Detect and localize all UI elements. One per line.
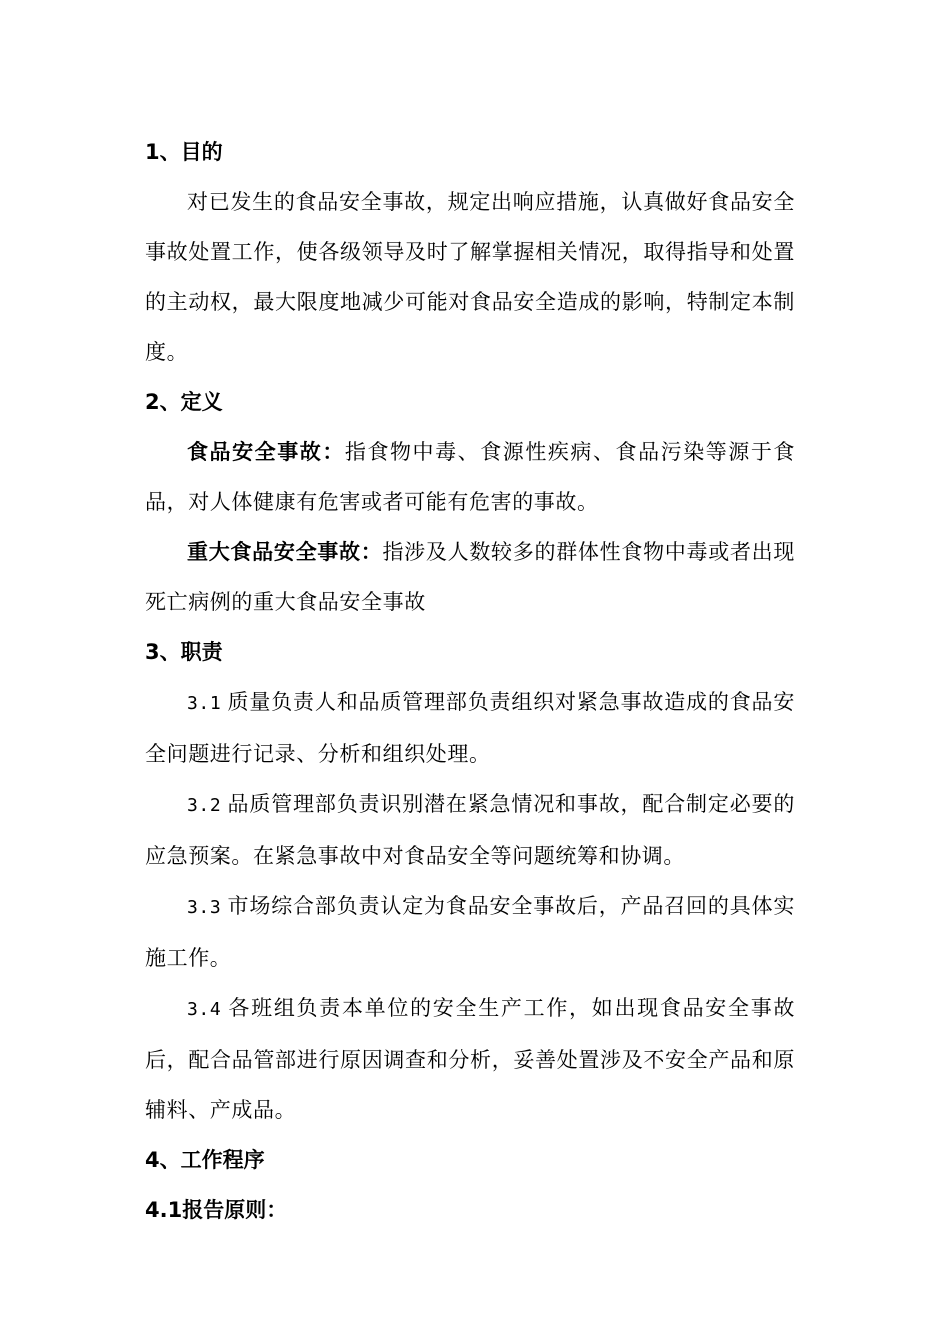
definition-text: 指食物中毒、食源性疾病、食品污染等源于食品，对人体健康有危害或者可能有危害的事故。 [145, 440, 796, 514]
definition-text: 指涉及人数较多的群体性食物中毒或者出现死亡病例的重大食品安全事故 [145, 540, 795, 614]
item-number: 3.4 [187, 999, 222, 1020]
section-1-heading: 1、目的 [145, 140, 223, 164]
item-text: 质量负责人和品质管理部负责组织对紧急事故造成的食品安全问题进行记录、分析和组织处理。 [145, 690, 795, 766]
section-1-paragraph: 对已发生的食品安全事故，规定出响应措施，认真做好食品安全事故处置工作，使各级领导及时了解掌握相关情况，取得指导和处置的主动权，最大限度地减少可能对食品安全造成的影响，特制定本制度。 [145, 190, 795, 364]
item-text: 各班组负责本单位的安全生产工作，如出现食品安全事故后，配合品管部进行原因调查和分析，妥善处置涉及不安全产品和原辅料、产成品。 [145, 996, 795, 1122]
item-text: 市场综合部负责认定为食品安全事故后，产品召回的具体实施工作。 [145, 894, 795, 970]
item-number: 3.3 [187, 897, 222, 918]
definition-major-food-safety-incident [145, 527, 795, 627]
item-number: 3.1 [187, 693, 222, 714]
responsibility-item [145, 677, 795, 779]
section-3-heading: 3、职责 [145, 640, 223, 664]
responsibility-item [145, 779, 795, 881]
definition-term: 重大食品安全事故： [187, 540, 383, 564]
definition-term: 食品安全事故： [187, 440, 345, 464]
item-text: 品质管理部负责识别潜在紧急情况和事故，配合制定必要的应急预案。在紧急事故中对食品安全等问题统筹和协调。 [145, 792, 795, 868]
item-number: 3.2 [187, 795, 222, 816]
responsibility-item [145, 983, 795, 1135]
section-2-heading: 2、定义 [145, 390, 223, 414]
subsection-4-1-heading: 4.1报告原则： [145, 1198, 288, 1222]
section-4-heading: 4、工作程序 [145, 1148, 265, 1172]
definition-food-safety-incident [145, 427, 795, 527]
responsibility-item [145, 881, 795, 983]
document-page [145, 127, 795, 1235]
